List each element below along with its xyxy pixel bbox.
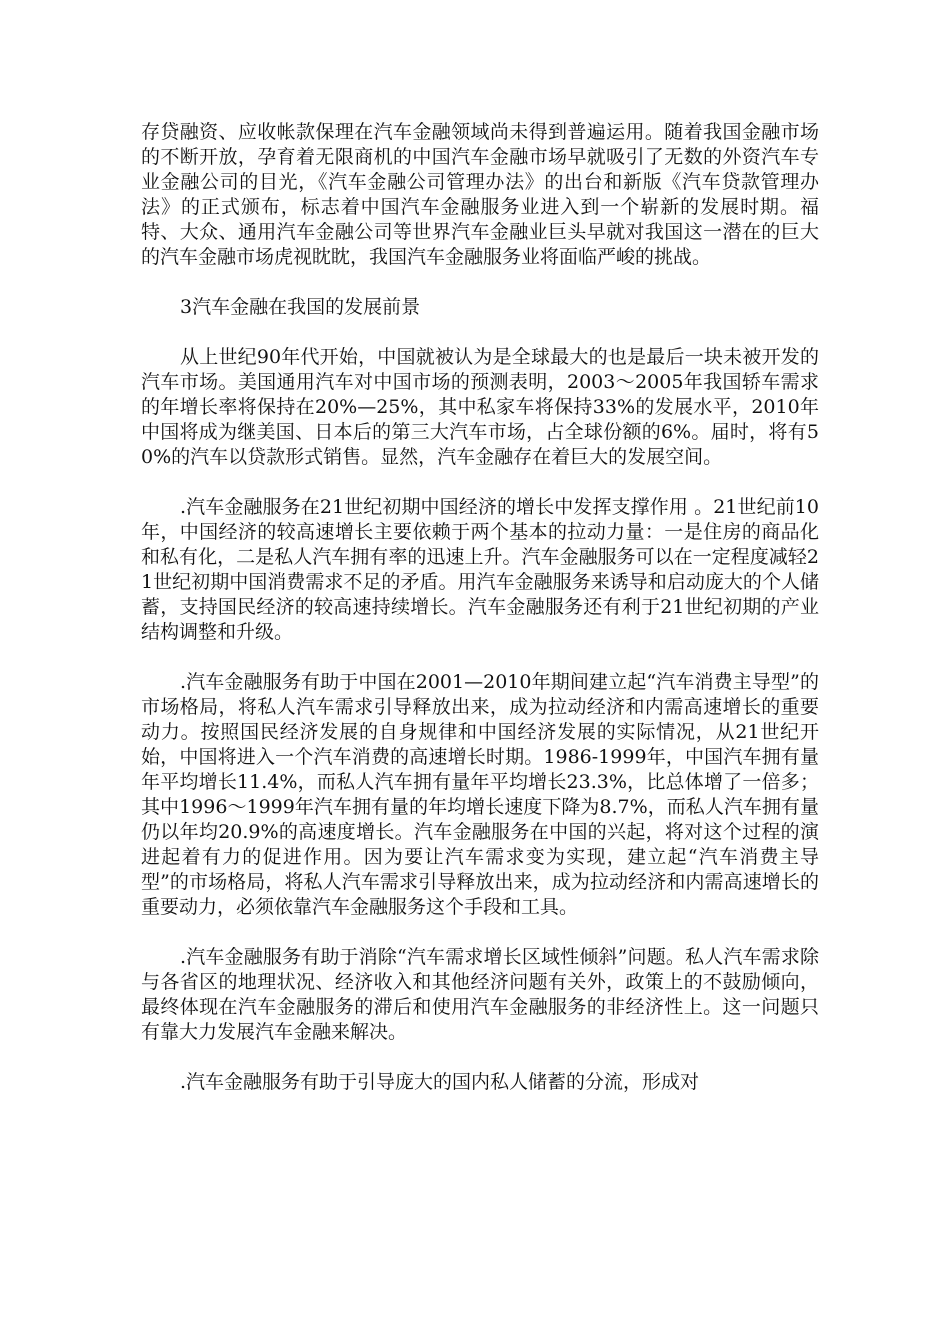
body-paragraph: .汽车金融服务有助于中国在2001—2010年期间建立起“汽车消费主导型”的市场格局，将私人汽车需求引导释放出来，成为拉动经济和内需高速增长的重要动力。按照国民经济发展的自身规律和中国经济发展的实际情况，从21世纪开始，中国将进入一个汽车消费的高速增长时期。1986-1999年，中国汽车拥有量年平均增长11.4%，而私人汽车拥有量年平均增长23.3%，比总体增了一倍多；其中1996～1999年汽车拥有量的年均增长速度下降为8.7%，而私人汽车拥有量仍以年均20.9%的高速度增长。汽车金融服务在中国的兴起，将对这个过程的演进起着有力的促进作用。因为要让汽车需求变为实现，建立起“汽车消费主导型”的市场格局，将私人汽车需求引导释放出来，成为拉动经济和内需高速增长的重要动力，必须依靠汽车金融服务这个手段和工具。 — [141, 671, 819, 918]
body-paragraph: 从上世纪90年代开始，中国就被认为是全球最大的也是最后一块未被开发的汽车市场。美国通用汽车对中国市场的预测表明，2003～2005年我国轿车需求的年增长率将保持在20%—25%，其中私家车将保持33%的发展水平，2010年中国将成为继美国、日本后的第三大汽车市场，占全球份额的6%。届时，将有50%的汽车以贷款形式销售。显然，汽车金融存在着巨大的发展空间。 — [141, 346, 819, 468]
body-paragraph: 存贷融资、应收帐款保理在汽车金融领域尚未得到普遍运用。随着我国金融市场的不断开放，孕育着无限商机的中国汽车金融市场早就吸引了无数的外资汽车专业金融公司的目光，《汽车金融公司管理办法》的出台和新版《汽车贷款管理办法》的正式颁布，标志着中国汽车金融服务业进入到一个崭新的发展时期。福特、大众、通用汽车金融公司等世界汽车金融业巨头早就对我国这一潜在的巨大的汽车金融市场虎视眈眈，我国汽车金融服务业将面临严峻的挑战。 — [141, 121, 819, 268]
body-paragraph: .汽车金融服务有助于消除“汽车需求增长区域性倾斜”问题。私人汽车需求除与各省区的地理状况、经济收入和其他经济问题有关外，政策上的不鼓励倾向，最终体现在汽车金融服务的滞后和使用汽车金融服务的非经济性上。这一问题只有靠大力发展汽车金融来解决。 — [141, 946, 819, 1043]
section-heading: 3汽车金融在我国的发展前景 — [180, 296, 421, 318]
body-paragraph: .汽车金融服务有助于引导庞大的国内私人储蓄的分流，形成对 — [180, 1071, 700, 1093]
document-page — [141, 120, 819, 1120]
body-paragraph: .汽车金融服务在21世纪初期中国经济的增长中发挥支撑作用 。21世纪前10年，中国经济的较高速增长主要依赖于两个基本的拉动力量：一是住房的商品化和私有化，二是私人汽车拥有率的迅速上升。汽车金融服务可以在一定程度减轻21世纪初期中国消费需求不足的矛盾。用汽车金融服务来诱导和启动庞大的个人储蓄，支持国民经济的较高速持续增长。汽车金融服务还有利于21世纪初期的产业结构调整和升级。 — [141, 496, 819, 643]
